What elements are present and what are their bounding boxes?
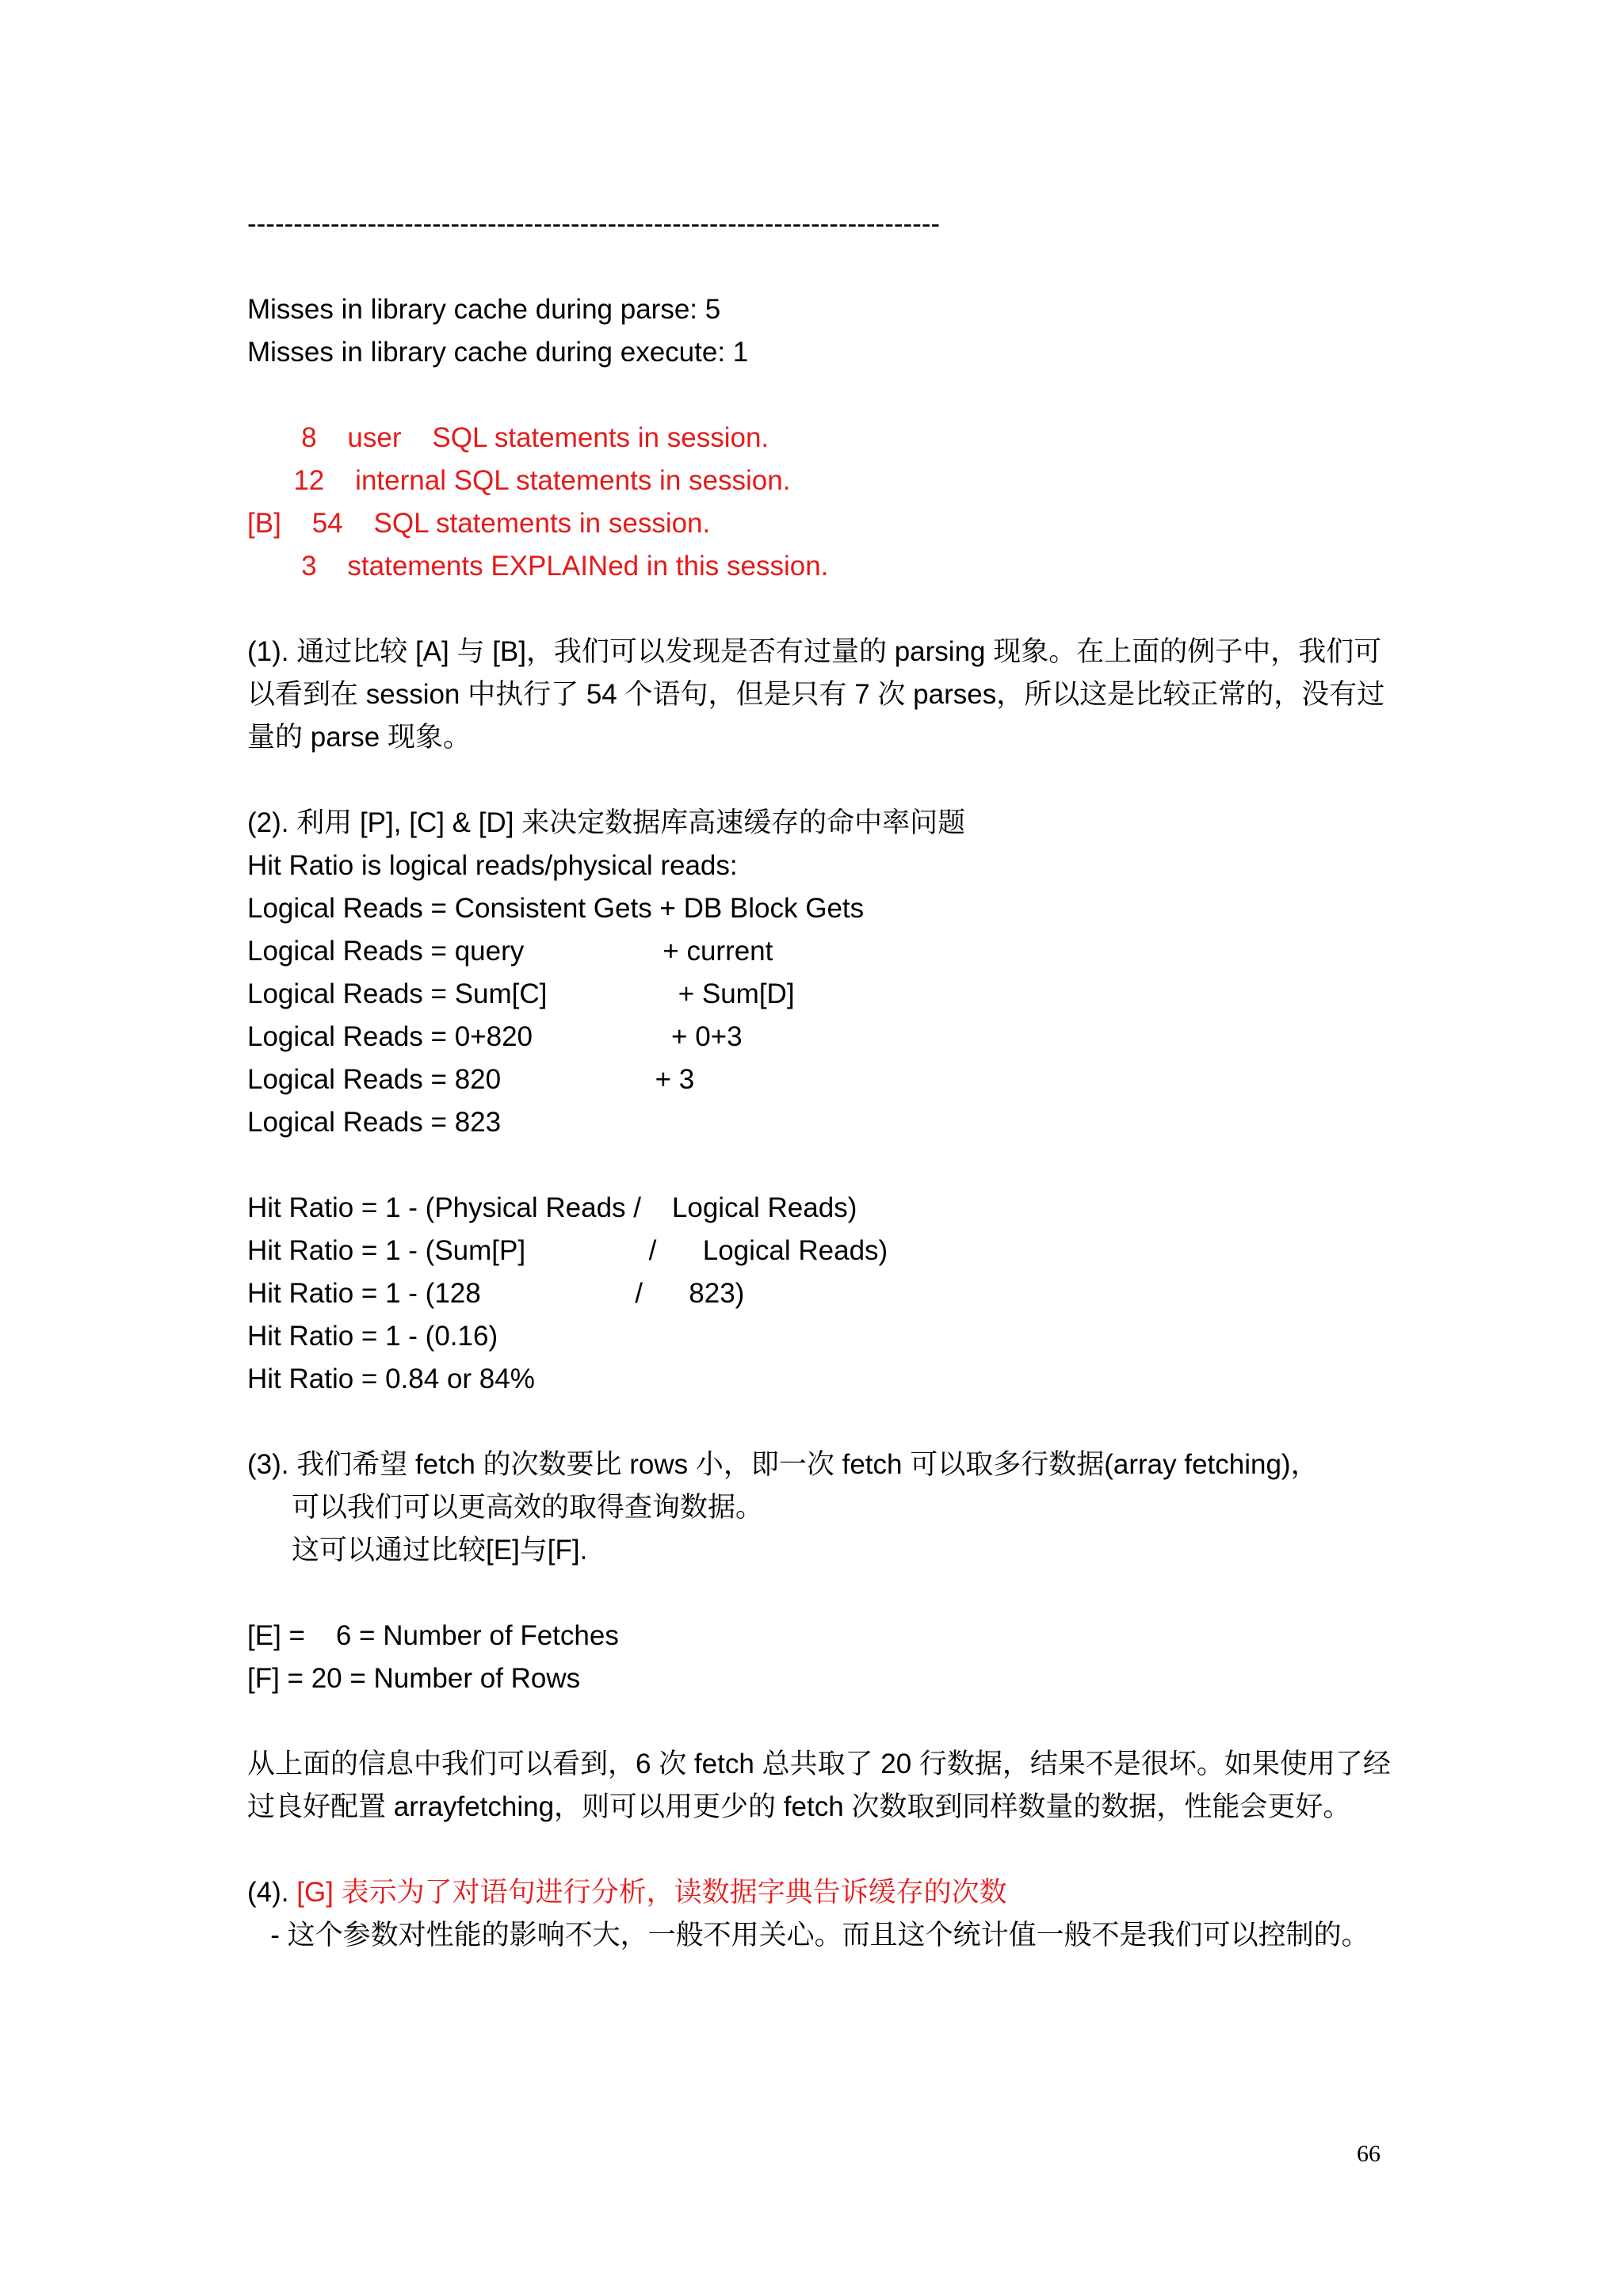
section-1-paragraph: (1). 通过比较 [A] 与 [B]，我们可以发现是否有过量的 parsing 现象。在上面的例子中，我们可以看到在 session 中执行了 54 个语句，但是只有 7 次 parses，所以这是比较正常的，没有过量的 parse 现象。 (247, 636, 1385, 753)
section-4-highlight: [G] 表示为了对语句进行分析，读数据字典告诉缓存的次数 (296, 1877, 1007, 1908)
section-3-line-2: 可以我们可以更高效的取得查询数据。 (292, 1492, 764, 1523)
section-3-conclusion: 从上面的信息中我们可以看到，6 次 fetch 总共取了 20 行数据，结果不是很坏。如果使用了经过良好配置 arrayfetching，则可以用更少的 fetch 次数取到同样数量的数据，性能会更好。 (247, 1749, 1391, 1822)
internal-sql-statements: 12 internal SQL statements in session. (247, 465, 791, 496)
fetches-line: [E] = 6 = Number of Fetches (247, 1620, 619, 1651)
section-4-note: - 这个参数对性能的影响不大，一般不用关心。而且这个统计值一般不是我们可以控制的。 (247, 1920, 1369, 1951)
separator-line: --------------------------------------------------------------------------- (247, 208, 941, 239)
section-3-line-3: 这可以通过比较[E]与[F]. (292, 1535, 588, 1566)
misses-parse: Misses in library cache during parse: 5 (247, 294, 721, 325)
section-3-line-1: (3). 我们希望 fetch 的次数要比 rows 小，即一次 fetch 可以取多行数据(array fetching)， (247, 1449, 1319, 1480)
user-sql-statements: 8 user SQL statements in session. (247, 422, 769, 453)
logical-reads-line: Logical Reads = 0+820 + 0+3 (247, 1021, 743, 1052)
logical-reads-line: Logical Reads = 823 (247, 1107, 502, 1138)
page-number: 66 (1357, 2141, 1381, 2167)
section-4-prefix: (4). (247, 1877, 297, 1908)
hit-ratio-line: Hit Ratio = 1 - (128 / 823) (247, 1278, 745, 1309)
misses-execute: Misses in library cache during execute: 1 (247, 337, 749, 368)
explained-statements: 3 statements EXPLAINed in this session. (247, 551, 829, 582)
section-4-heading (247, 1871, 1396, 1914)
total-sql-statements: [B] 54 SQL statements in session. (247, 508, 711, 539)
logical-reads-line: Logical Reads = query + current (247, 936, 773, 967)
page-content (247, 203, 1396, 1957)
hit-ratio-line: Hit Ratio = 0.84 or 84% (247, 1363, 535, 1394)
hit-ratio-line: Hit Ratio = 1 - (Sum[P] / Logical Reads) (247, 1235, 888, 1266)
logical-reads-line: Logical Reads = 820 + 3 (247, 1064, 695, 1095)
logical-reads-line: Hit Ratio is logical reads/physical reads: (247, 850, 738, 881)
hit-ratio-line: Hit Ratio = 1 - (0.16) (247, 1321, 498, 1352)
rows-line: [F] = 20 = Number of Rows (247, 1663, 581, 1694)
logical-reads-line: Logical Reads = Consistent Gets + DB Block Gets (247, 893, 865, 924)
hit-ratio-line: Hit Ratio = 1 - (Physical Reads / Logical Reads) (247, 1192, 857, 1223)
logical-reads-line: Logical Reads = Sum[C] + Sum[D] (247, 978, 795, 1009)
section-2-heading: (2). 利用 [P], [C] & [D] 来决定数据库高速缓存的命中率问题 (247, 807, 966, 838)
